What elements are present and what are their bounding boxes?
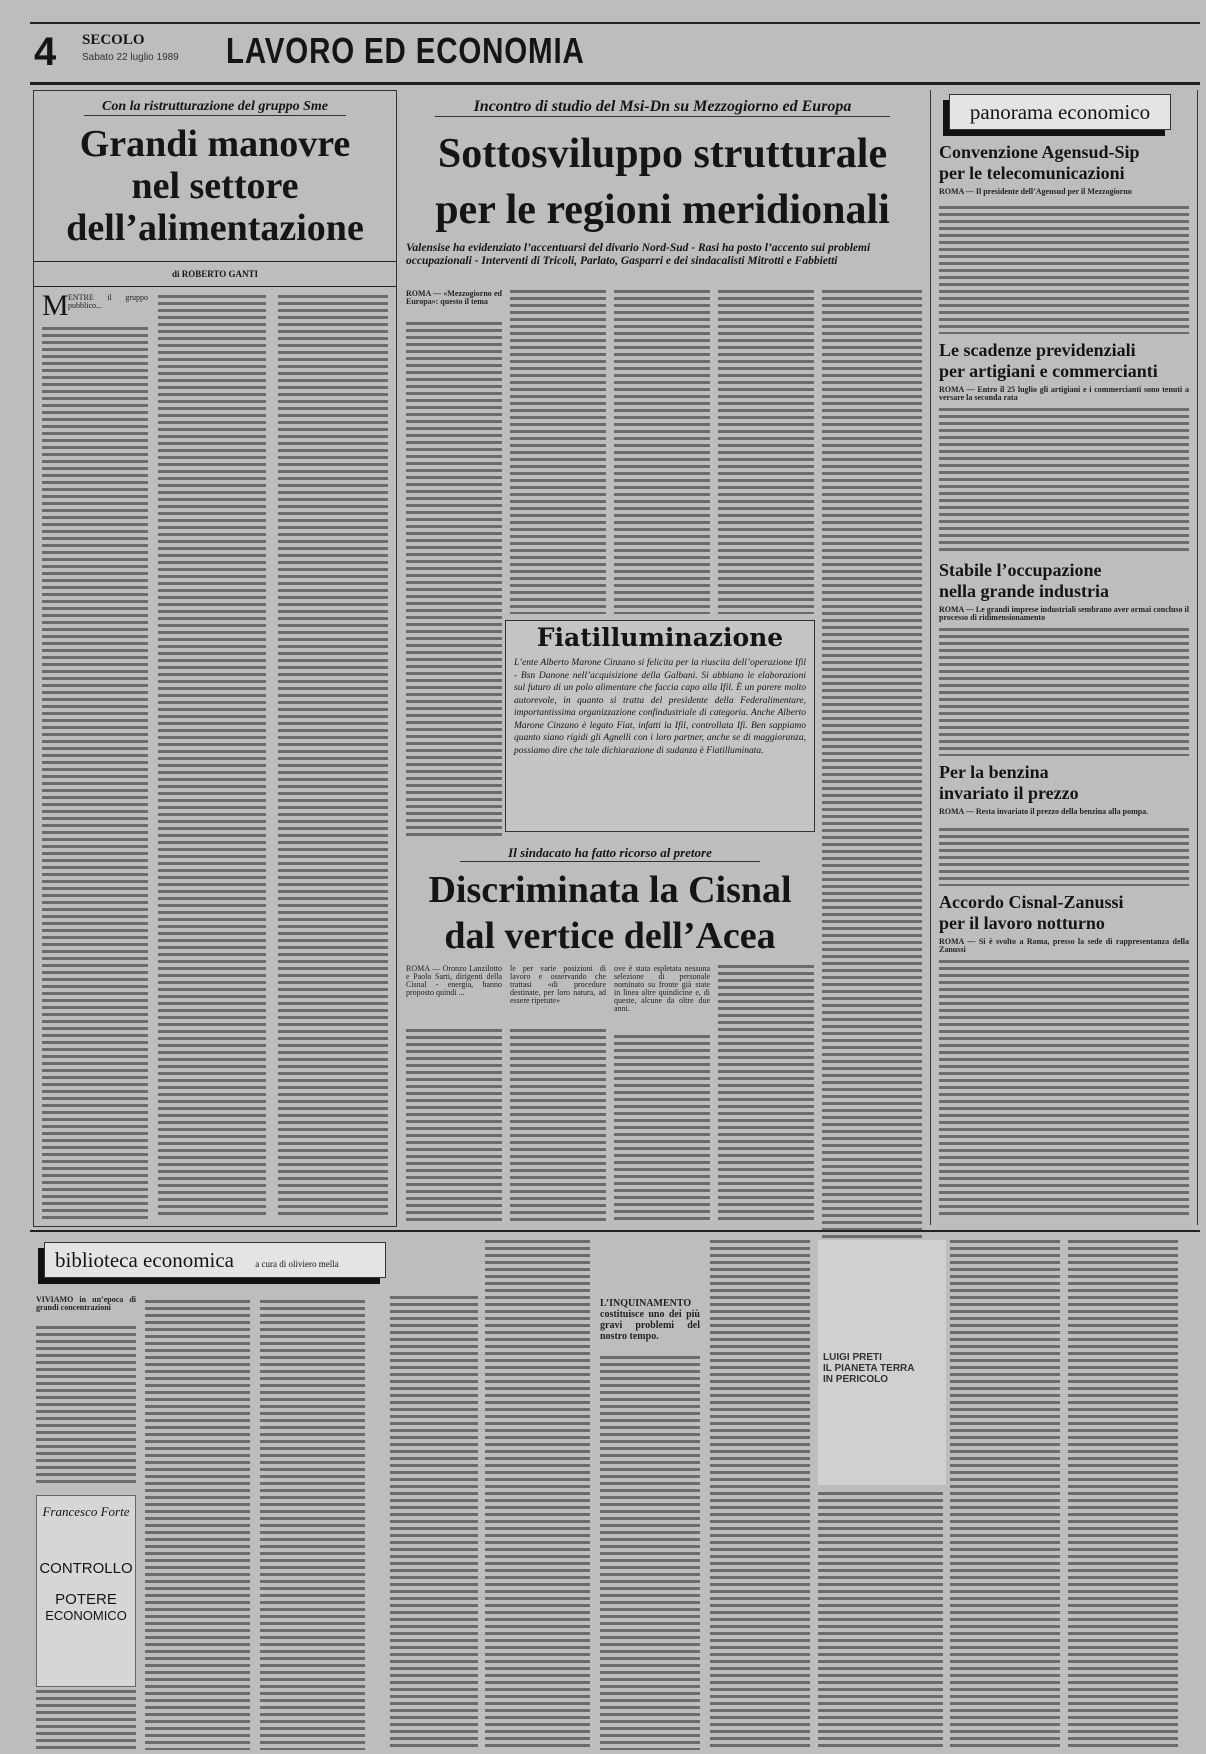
- headline: [400, 867, 820, 959]
- panorama-title: panorama economico: [949, 94, 1171, 130]
- section-divider: [30, 1230, 1200, 1232]
- item-headline: Stabile l’occupazione nella grande industria: [939, 560, 1110, 601]
- book-title: CONTROLLO: [39, 1560, 133, 1577]
- fiatilluminazione-box: [505, 620, 815, 832]
- lead-text: ENTRE il gruppo pubblico...: [68, 293, 148, 310]
- body-column: [42, 327, 148, 1219]
- box-title: Fiatilluminazione: [536, 623, 784, 652]
- lead-text: ROMA — Oronzo Lanzilotto e Paolo Sarti, dirigenti della Cisnal - energia, hanno proposto quindi ...: [406, 964, 502, 997]
- headline: [400, 126, 925, 238]
- top-rule: [30, 22, 1200, 24]
- book-cover-text: [823, 1352, 914, 1385]
- inquinamento-lead: L’INQUINAMENTO costituisce uno dei più gravi problemi del nostro tempo.: [600, 1298, 700, 1342]
- kicker: Incontro di studio del Msi-Dn su Mezzogiorno ed Europa: [435, 98, 890, 117]
- item-lead: ROMA — Si è svolto a Roma, presso la sede di rappresentanza della Zanussi: [939, 937, 1189, 954]
- headline-line: Discriminata la Cisnal: [428, 869, 792, 911]
- headline-line: dell’alimentazione: [66, 207, 364, 249]
- section-title: LAVORO ED ECONOMIA: [226, 30, 585, 71]
- body-column: [278, 295, 388, 1219]
- left-article: [33, 90, 397, 1227]
- page-number: 4: [34, 30, 57, 74]
- item-lead: ROMA — Il presidente dell’Agensud per il Mezzogiorno: [939, 187, 1132, 196]
- biblioteca-title-text: biblioteca economica: [55, 1248, 235, 1272]
- headline-line: per le regioni meridionali: [435, 187, 890, 233]
- book-cover-controllo: [36, 1495, 136, 1687]
- body-text: ove è stata espletata nessuna selezione di personale nominato su fronte già state in linea altre quindicine e, di queste, alcune da oltre due anni.: [614, 964, 710, 1013]
- header-rule: [30, 82, 1200, 85]
- kicker: Il sindacato ha fatto ricorso al pretore: [460, 845, 760, 862]
- curator: a cura di oliviero mella: [255, 1259, 339, 1269]
- item-headline: Convenzione Agensud-Sip per le telecomunicazioni: [939, 142, 1140, 183]
- headline-line: nel settore: [131, 165, 299, 207]
- item-headline: Le scadenze previdenziali per artigiani e commercianti: [939, 340, 1158, 381]
- headline-line: Grandi manovre: [79, 123, 351, 165]
- book-title: IN PERICOLO: [823, 1374, 889, 1385]
- headline: [34, 123, 396, 249]
- item-lead: ROMA — Resta invariato il prezzo della benzina alla pompa.: [939, 807, 1149, 816]
- book-author: LUIGI PRETI: [823, 1352, 882, 1363]
- book-cover-pianeta: [818, 1240, 946, 1485]
- biblioteca-title: [44, 1242, 386, 1278]
- lead-text: VIVIAMO in un’epoca di grandi concentrazioni: [36, 1295, 136, 1312]
- book-title: IL PIANETA TERRA: [823, 1363, 915, 1374]
- kicker: Con la ristrutturazione del gruppo Sme: [84, 99, 346, 116]
- box-text: L’ente Alberto Marone Cinzano si felicita per la riuscita dell’operazione Ifil - Bsn Danone nell’acquisizione della Galbani. Si abbiano le elaborazioni sul futuro di un polo alimentare che faccia capo alla Ifil. È un parere molto autorevole, in quanto si tratta del presidente della Federalimentare, importantissima organizzazione confindustriale di categoria. Anche Alberto Marone Cinzano è legato Fiat, infatti la Ifil, controllata Ifi. Ben sappiamo quanto siano rigidi gli Agnelli con i loro partner, anche se di maggioranza, possiamo dire che tale dichiarazione di sudanza è Fiatilluminata.: [514, 658, 806, 756]
- issue-date: Sabato 22 luglio 1989: [82, 52, 179, 63]
- body-column: [158, 295, 266, 1219]
- byline: di ROBERTO GANTI: [171, 269, 259, 279]
- headline-line: Sottosviluppo strutturale: [437, 131, 888, 177]
- book-title: ECONOMICO: [45, 1608, 127, 1623]
- body-text: le per varie posizioni di lavoro e osservando che trattasi «di procedure destinate, per loro natura, ad essere ripetute»: [510, 964, 606, 1005]
- paper-name: SECOLO: [82, 32, 145, 48]
- panorama-column: [930, 90, 1198, 1225]
- lead-text: ROMA — «Mezzogiorno ed Europa»: questo il tema: [406, 289, 502, 306]
- book-title: POTERE: [55, 1591, 117, 1608]
- subhead: Valensise ha evidenziato l’accentuarsi del divario Nord-Sud - Rasi ha posto l’accento sui problemi occupazionali - Interventi di Tricoli, Parlato, Gasparri e dei sindacalisti Mitrotti e Fabbietti: [406, 242, 871, 267]
- drop-cap: M: [42, 289, 69, 322]
- item-lead: ROMA — Entro il 25 luglio gli artigiani e i commercianti sono tenuti a versare la seconda rata: [939, 385, 1189, 402]
- item-lead: ROMA — Le grandi imprese industriali sembrano aver ormai concluso il processo di ridimensionamento: [939, 605, 1189, 622]
- headline-line: dal vertice dell’Acea: [444, 915, 776, 957]
- item-headline: Accordo Cisnal-Zanussi per il lavoro notturno: [939, 892, 1124, 933]
- book-author: Francesco Forte: [42, 1504, 130, 1519]
- acea-article: [400, 845, 820, 1225]
- item-headline: Per la benzina invariato il prezzo: [939, 762, 1079, 803]
